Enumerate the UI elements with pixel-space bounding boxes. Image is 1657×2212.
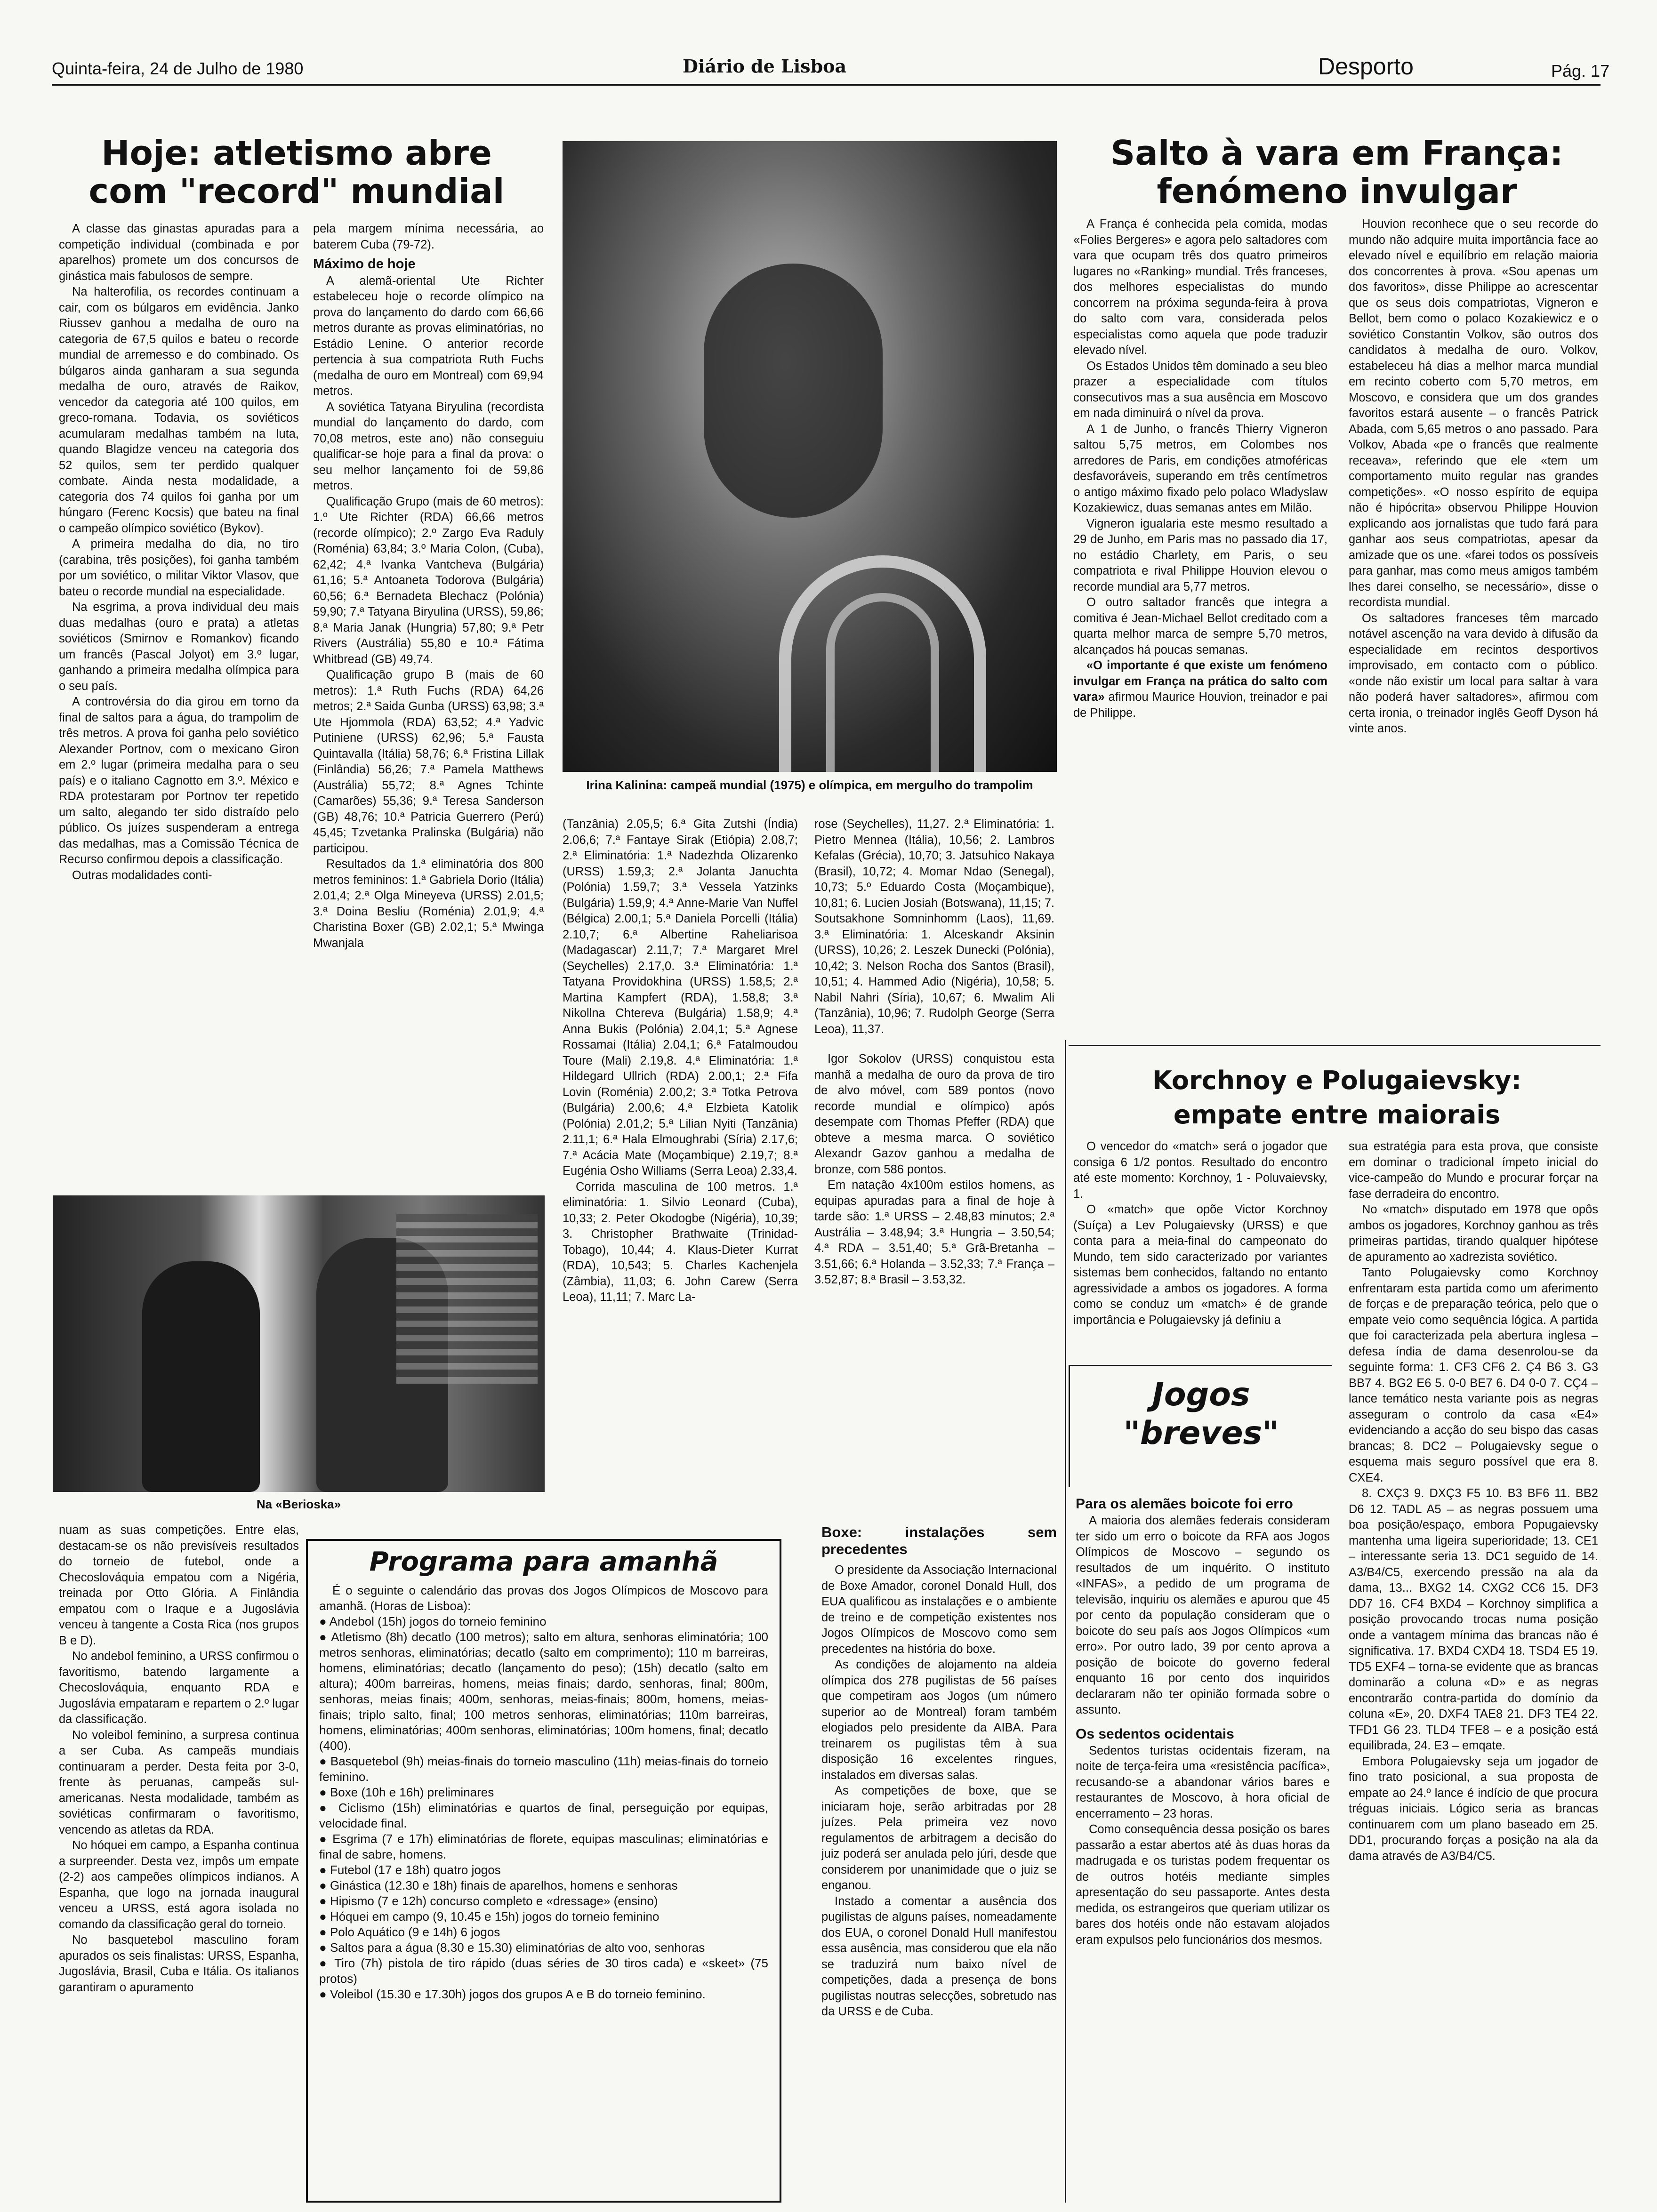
paragraph: No basquetebol masculino foram apurados os seis finalistas: URSS, Espanha, Jugoslávia, Brasil, Cuba e Itália. Os italianos garantiram o apuramento <box>59 1933 299 1994</box>
paragraph: Igor Sokolov (URSS) conquistou esta manhã a medalha de ouro da prova de tiro de alvo móvel, com 589 pontos (novo recorde mundial e olímpico) após desempate com Thomas Pfeffer (RDA) que obteve a mesma marca. O soviético Alexandr Gazov ganhou a medalha de bronze, com 586 pontos. <box>814 1052 1054 1176</box>
paragraph: No hóquei em campo, a Espanha continua a surpreender. Desta vez, impôs um empate (2-2) aos campeões olímpicos indianos. A Espanha, que logo na jornada inaugural venceu a URSS, está agora isolada no comando da classificação geral do torneio. <box>59 1839 299 1931</box>
paragraph: Sedentos turistas ocidentais fizeram, na noite de terça-feira uma «resistência pacífica», recusando-se a abandonar vários bares e restaurantes de Moscovo, à hora oficial de encerramento – 23 horas. <box>1076 1744 1330 1820</box>
berioska-caption: Na «Berioska» <box>256 1497 341 1511</box>
paragraph: sua estratégia para esta prova, que consiste em dominar o tradicional ímpeto inicial do vice-campeão do Mundo e procurar forçar na fase derradeira do encontro. <box>1349 1140 1598 1201</box>
paragraph: A classe das ginastas apuradas para a competição individual (combinada e por aparelhos) promete um dos concursos de ginástica mais fabulosos de sempre. <box>59 222 299 283</box>
kalinina-caption: Irina Kalinina: campeã mundial (1975) e olímpica, em mergulho do trampolim <box>586 778 1033 792</box>
programa-item: ● Boxe (10h e 16h) preliminares <box>319 1785 494 1799</box>
paragraph: Qualificação Grupo (mais de 60 metros): 1.º Ute Richter (RDA) 66,66 metros (recorde olímpico); 2.º Zargo Eva Raduly (Roménia) 63,84; 3.º Maria Colon, (Cuba), 62,42; 4.ª Ivanka Vantcheva (Bulgária) 61,16; 5.ª Antoaneta Todorova (Bulgária) 60,56; 6.ª Bernadeta Blechacz (Polónia) 59,90; 7.ª Tatyana Biryulina (URSS), 59,86; 8.ª Maria Janak (Hungria) 57,80; 9.ª Petr Rivers (Austrália) 55,80 e 10.ª Fátima Whitbread (GB) 49,74. <box>313 495 544 666</box>
jogos-subheading-boicote: Para os alemães boicote foi erro <box>1076 1496 1293 1512</box>
salto-headline <box>1069 134 1605 210</box>
photo-railing <box>826 593 939 772</box>
atletismo-headline <box>52 134 541 210</box>
paragraph: A 1 de Junho, o francês Thierry Vigneron saltou 5,75 metros, em Colombes nos arredores de Paris, em condições atmoféricas desfavoráveis, superando em três centímetros o antigo máximo fixado pelo polaco Wladyslaw Kozakiewicz, duas semanas antes em Milão. <box>1073 422 1327 514</box>
photo-figure <box>142 1261 260 1492</box>
programa-item: ● Tiro (7h) pistola de tiro rápido (duas séries de 30 tiros cada) e «skeet» (75 protos) <box>319 1956 768 1986</box>
korchnoy-headline-line1: Korchnoy e Polugaievsky: <box>1152 1066 1521 1095</box>
atletismo-headline-line1: Hoje: atletismo abre <box>101 133 492 173</box>
salto-headline-line2: fenómeno invulgar <box>1157 171 1517 211</box>
paragraph: Corrida masculina de 100 metros. 1.ª eliminatória: 1. Silvio Leonard (Cuba), 10,33; 2. Peter Okodogbe (Nigéria), 10,39; 3. Christopher Brathwaite (Trinidad-Tobago), 10,44; 4. Klaus-Dieter Kurrat (RDA), 10,543; 5. Charles Kachenjela (Zâmbia), 11,03; 6. John Carew (Serra Leoa), 11,11; 7. Marc La- <box>563 1180 798 1304</box>
atletismo-headline-line2: com "record" mundial <box>88 171 505 211</box>
paragraph: O outro saltador francês que integra a comitiva é Jean-Michael Bellot creditado com a quarta melhor marca de sempre 5,70 metros, alcançados há poucas semanas. <box>1073 596 1327 657</box>
paragraph: Em natação 4x100m estilos homens, as equipas apuradas para a final de hoje à tarde são: 1.ª URSS – 2.48,83 minutos; 2.ª Austrália – 3.48,94; 3.ª Hungria – 3.50,54; 4.ª RDA – 3.51,40; 5.ª Grã-Bretanha – 3.51,66; 6.ª Holanda – 3.52,33; 7.ª França – 3.52,87; 8.ª Brasil – 3.53,32. <box>814 1178 1054 1286</box>
paragraph: O presidente da Associação Internacional de Boxe Amador, coronel Donald Hull, dos EUA qualificou as instalações e o ambiente de treino e de competição existentes nos Jogos Olímpicos de Moscovo como sem precedentes na história do boxe. <box>821 1563 1057 1656</box>
newspaper-name: Diário de Lisboa <box>683 56 847 77</box>
atletismo-column-1 <box>59 221 299 1181</box>
salto-quote: «O importante é que existe um fenómeno invulgar em França na prática do salto com vara» <box>1073 659 1327 704</box>
atletismo-column-2 <box>313 221 544 1181</box>
salto-column-1 <box>1073 216 1327 1050</box>
programa-item: ● Voleibol (15.30 e 17.30h) jogos dos grupos A e B do torneio feminino. <box>319 1987 706 2001</box>
paragraph: A alemã-oriental Ute Richter estabeleceu hoje o recorde olímpico na prova do lançamento do dardo com 66,66 metros durante as provas eliminatórias, no Estádio Lenine. O anterior recorde pertencia à sua compatriota Ruth Fuchs (medalha de ouro em Montreal) com 69,94 metros. <box>313 274 544 398</box>
programa-list <box>319 1583 768 2002</box>
paragraph: Outras modalidades conti- <box>72 868 212 882</box>
programa-item: ● Hipismo (7 e 12h) concurso completo e «dressage» (ensino) <box>319 1893 658 1908</box>
paragraph: Na esgrima, a prova individual deu mais duas medalhas (ouro e prata) a atletas soviéticos (Smirnov e Romankov) ficando um francês (Pascal Jolyot) em 3.º lugar, ganhando a primeira medalha olímpica para o seu país. <box>59 601 299 693</box>
programa-intro: É o seguinte o calendário das provas dos Jogos Olímpicos de Moscovo para amanhã. (Horas de Lisboa): <box>319 1583 768 1613</box>
kalinina-photo <box>563 141 1057 772</box>
paragraph: A primeira medalha do dia, no tiro (carabina, três posições), foi ganha também por um soviético, o militar Viktor Vlasov, que bateu o recorde mundial na especialidade. <box>59 537 299 598</box>
paragraph: O «match» que opõe Victor Korchnoy (Suíça) a Lev Polugaievsky (URSS) e que conta para a meia-final do campeonato do Mundo, tem sido caracterizado por variantes sistemas bem conhecidos, faltando no entanto agressividade a ambos os jogadores. A forma como se conduz um «match» é de grande importância e Polugaievsky já definiu a <box>1073 1203 1327 1327</box>
programa-title: Programa para amanhã <box>369 1547 718 1577</box>
paragraph: Os saltadores franceses têm marcado notável ascenção na vara devido à difusão da especialidade em recintos desportivos improvisado, em contacto com o público. «onde não existir um local para saltar à vara não poderá haver saltadores», afirmou com certa ironia, o treinador inglês Geoff Dyson há vinte anos. <box>1349 611 1598 735</box>
paragraph: O vencedor do «match» será o jogador que consiga 6 1/2 pontos. Resultado do encontro até este momento: Korchnoy, 1 - Poluvaievsky, 1. <box>1073 1140 1327 1201</box>
programa-item: ● Hóquei em campo (9, 10.45 e 15h) jogos do torneio feminino <box>319 1909 660 1923</box>
results-column-3 <box>563 817 798 1523</box>
masthead-date: Quinta-feira, 24 de Julho de 1980 <box>52 59 304 78</box>
section-name: Desporto <box>1318 53 1414 80</box>
korchnoy-headline <box>1069 1064 1605 1132</box>
salto-quote-end: afirmou Maurice Houvion, treinador e pai de Philippe. <box>1073 690 1327 720</box>
paragraph: No «match» disputado em 1978 que opôs ambos os jogadores, Korchnoy ganhou as três primeiras partidas, tirando qualquer hipótese de apuramento ao xadrezista soviético. <box>1349 1203 1598 1264</box>
paragraph: rose (Seychelles), 11,27. 2.ª Eliminatória: 1. Pietro Mennea (Itália), 10,56; 2. Lambros Kefalas (Grécia), 10,70; 3. Jatsuhico Nakaya (Brasil), 10,72; 4. Momar Ndao (Senegal), 10,73; 5.º Eduardo Costa (Moçambique), 10,81; 6. Lucien Josiah (Botswana), 11,15; 7. Soutsakhone Somninhomm (Laos), 11,69. 3.ª Eliminatória: 1. Alceskandr Aksinin (URSS), 10,26; 2. Leszek Dunecki (Polónia), 10,42; 3. Nelson Rocha dos Santos (Brasil), 10,51; 4. Hammed Adio (Nigéria), 10,58; 5. Nabil Nahri (Síria), 10,67; 6. Mwalim Ali (Tanzânia), 10,96; 7. Rudolph George (Serra Leoa), 11,37. <box>814 817 1054 1036</box>
masthead-rule <box>52 84 1601 86</box>
jogos-title-line2: "breves" <box>1123 1414 1279 1452</box>
programa-item: ● Ciclismo (15h) eliminatórias e quartos de final, perseguição por equipas, velocidade final. <box>319 1800 768 1830</box>
paragraph: Os Estados Unidos têm dominado a seu bleo prazer a especialidade com títulos consecutivos mas a sua ausência em Moscovo em nada diminuirá o nível da prova. <box>1073 359 1327 420</box>
paragraph: Resultados da 1.ª eliminatória dos 800 metros femininos: 1.ª Gabriela Dorio (Itália) 2.01,4; 2.ª Olga Mineyeva (URSS) 2.01,5; 3.ª Doina Besliu (Roménia) 2.01,9; 4.ª Charistina Boxer (GB) 2.02,1; 5.ª Mwinga Mwanjala <box>313 858 544 950</box>
jogos-breves-column <box>1076 1492 1330 2203</box>
salto-column-2 <box>1349 216 1598 1050</box>
korchnoy-column-2 <box>1349 1139 1598 2203</box>
paragraph: A controvérsia do dia girou em torno da final de saltos para a água, do trampolim de três metros. A prova foi ganha pelo soviético Alexander Portnov, com o mexicano Giron em 2.º lugar (primeira medalha para o seu país) e o italiano Cagnotto em 3.º. México e RDA protestaram por Portnov ter repetido um salto, alegando ter sido distraído pelo público. Os juízes suspenderam a entrega das medalhas, mas a Comissão Técnica de Recurso confirmou depois a classificação. <box>59 695 299 866</box>
berioska-photo <box>53 1195 545 1492</box>
jogos-breves-box <box>1069 1365 1332 1487</box>
programa-item: ● Ginástica (12.30 e 18h) finais de aparelhos, homens e senhoras <box>319 1878 678 1892</box>
paragraph: Como consequência dessa posição os bares passarão a estar abertos até às duas horas da madrugada e os turistas podem frequentar os de outros hotéis mediante simples apresentação do seu passaporte. Antes desta medida, os estrangeiros que queriam utilizar os bares dos hotéis onde não estavam alojados eram expulsos pelo funcionários dos mesmos. <box>1076 1823 1330 1947</box>
photo-shelf <box>396 1214 538 1384</box>
programa-item: ● Esgrima (7 e 17h) eliminatórias de florete, equipas masculinas; eliminatórias e final de sabre, homens. <box>319 1831 768 1861</box>
paragraph: Instado a comentar a ausência dos pugilistas de alguns países, nomeadamente dos EUA, o coronel Donald Hull manifestou essa ausência, mas considerou que ela não se traduzirá num baixo nível de competições, dada a presença de bons pugilistas noutras selecções, sobretudo nas da URSS e de Cuba. <box>821 1894 1057 2018</box>
programa-item: ● Basquetebol (9h) meias-finais do torneio masculino (11h) meias-finais do torneio feminino. <box>319 1754 768 1784</box>
paragraph: Na halterofilia, os recordes continuam a cair, com os búlgaros em evidência. Janko Riussev ganhou a medalha de ouro na categoria de 67,5 quilos e bateu o recorde mundial de arremesso e do combinado. Os búlgaros ainda ganharam a sua segunda medalha de ouro, através de Raikov, vencedor da categoria até 100 quilos, em greco-romana. Todavia, os soviéticos acumularam medalhas também na luta, quando Blagidze venceu na categoria dos 52 quilos, sem ter perdido qualquer combate. Ainda nesta modalidade, a categoria dos 74 quilos foi ganha por um húngaro (Ferenc Kocsis) que bateu na final o campeão olímpico soviético (Bykov). <box>59 285 299 535</box>
paragraph: No voleibol feminino, a surpresa continua a ser Cuba. As campeãs mundiais continuaram a perder. Desta feita por 3-0, frente às peruanas, campeãs sul-americanas. Nesta modalidade, também as soviéticas confirmaram o favoritismo, vencendo as atletas da RDA. <box>59 1728 299 1836</box>
photo-diver <box>704 264 883 518</box>
jogos-title-line1: Jogos <box>1152 1376 1250 1413</box>
paragraph: As competições de boxe, que se iniciaram hoje, serão arbitradas por 28 juízes. Pela primeira vez novo regulamentos de arbitragem a decisão do juiz poderá ser anulada pelo júri, desde que considerem por unanimidade que o juiz se enganou. <box>821 1784 1057 1892</box>
boxe-heading: Boxe: instalações sem precedentes <box>821 1524 1057 1557</box>
atletismo-column-continued <box>59 1523 299 2200</box>
programa-item: ● Andebol (15h) jogos do torneio feminino <box>319 1614 547 1628</box>
paragraph: (Tanzânia) 2.05,5; 6.ª Gita Zutshi (Índia) 2.06,6; 7.ª Fantaye Sirak (Etiópia) 2.08,7; 2.ª Eliminatória: 1.ª Nadezhda Olizarenko (URSS) 1.59,3; 2.ª Jolanta Januchta (Polónia) 1.59,7; 3.ª Vessela Yatzinks (Bulgária) 1.59,9; 4.ª Anne-Marie Van Nuffel (Bélgica) 2.00,1; 5.ª Daniela Porcelli (Itália) 2.10,7; 6.ª Albertine Raheliarisoa (Madagascar) 2.11,7; 7.ª Margaret Mrel (Seychelles) 2.17,0. 3.ª Eliminatória: 1.ª Tatyana Providokhina (URSS) 1.58,5; 2.ª Martina Kampfert (RDA), 1.58,8; 3.ª Nikollna Chtereva (Bulgária) 1.58,9; 4.ª Anna Bukis (Polónia) 2.04,1; 5.ª Agnese Rossamai (Itália) 2.04,1; 6.ª Fatalmoudou Toure (Mali) 2.19,8. 4.ª Eliminatória: 1.ª Hildegard Ullrich (RDA) 2.00,1; 2.ª Fifa Lovin (Roménia) 2.00,2; 3.ª Totka Petrova (Bulgária) 2.00,6; 4.ª Elzbieta Katolik (Polónia) 2.01,2; 5.ª Lilian Nyiti (Tanzânia) 2.11,1; 6.ª Hala Elmoughrabi (Síria) 2.17,6; 7.ª Acácia Mate (Moçambique) 2.19,7; 8.ª Eugénia Osho Williams (Serra Leoa) 2.33,4. <box>563 817 798 1178</box>
programa-item: ● Futebol (17 e 18h) quatro jogos <box>319 1862 501 1877</box>
paragraph: A soviética Tatyana Biryulina (recordista mundial do lançamento do dardo, com 70,08 metros, este ano) não conseguiu qualificar-se hoje para a final da prova: o seu melhor lançamento foi de 59,86 metros. <box>313 400 544 492</box>
korchnoy-rule <box>1069 1045 1601 1046</box>
programa-item: ● Polo Aquático (9 e 14h) 6 jogos <box>319 1924 500 1939</box>
results-column-4 <box>814 817 1054 1504</box>
boxe-article <box>821 1520 1057 2203</box>
paragraph: pela margem mínima necessária, ao baterem Cuba (79-72). <box>313 222 544 251</box>
salto-headline-line1: Salto à vara em França: <box>1110 133 1563 173</box>
paragraph: Houvion reconhece que o seu recorde do mundo não adquire muita importância face ao elevado nível e equilíbrio em relação maioria dos concorrentes à prova. «Sou apenas um dos favoritos», disse Philippe ao acrescentar que os seus dois compatriotas, Vigneron e Bellot, bem como o polaco Kozakiewicz e o soviético Constantin Volkov, são outros dos candidatos à medalha de ouro. Volkov, estabeleceu há dias a melhor marca mundial em recinto coberto com 5,70 metros, em Moscovo, e considera que um dos grandes favoritos estará ausente – o francês Patrick Abada, com 5,65 metros o ano passado. Para Volkov, Abada «pe o francês que realmente receava», referindo que ele «tem um comportamento muito regular nas grandes competições». «O nosso espírito de equipa não é hipócrita» observou Philippe Houvion explicando aos jornalistas que tudo fará para ganhar aos seus compatriotas, apesar da amizade que os une. «farei todos os possíveis para ganhar, mas como meus amigos também lhes darei conselho, se necessário», disse o recordista mundial. <box>1349 217 1598 609</box>
programa-box <box>306 1539 781 2203</box>
paragraph: Vigneron igualaria este mesmo resultado a 29 de Junho, em Paris mas no passado dia 17, no estádio Charlety, em Paris, o seu compatriota e rival Philippe Houvion elevou o recorde mundial ara 5,77 metros. <box>1073 517 1327 593</box>
paragraph: Embora Polugaievsky seja um jogador de fino trato posicional, a sua proposta de empate ao 24.º lance é indício de que procura tréguas iniciais. Lógico seria as brancas continuarem com um plano baseado em 25. DD1, procurando forças a posição na ala da dama através de A3/B4/C5. <box>1349 1755 1598 1863</box>
page-number: Pág. 17 <box>1551 61 1610 80</box>
paragraph: A França é conhecida pela comida, modas «Folies Bergeres» e agora pelo saltadores com vara que ocupam três dos quatro primeiros lugares no «Ranking» mundial. Três franceses, dos melhores especialistas do mundo concorrem na próxima segunda-feira à prova do salto com vara, considerada pelos especialistas como aquela que pode traduzir elevado nível. <box>1073 217 1327 357</box>
programa-item: ● Saltos para a água (8.30 e 15.30) eliminatórias de alto voo, senhoras <box>319 1940 705 1955</box>
paragraph: A maioria dos alemães federais consideram ter sido um erro o boicote da RFA aos Jogos Olímpicos de Moscovo – segundo os resultados de um inquérito. O instituto «INFAS», a pedido de um programa de televisão, inquiriu os alemães e apurou que 45 por cento da população consideram que o boicote do seu país aos Jogos Olímpicos «um erro». Por outro lado, 39 por cento aprova a posição de boicote do governo federal enquanto 16 por cento dos inquiridos declararam não ter opinião formada sobre o assunto. <box>1076 1514 1330 1716</box>
paragraph: As condições de alojamento na aldeia olímpica dos 278 pugilistas de 56 países que competiram aos Jogos (um número superior ao de Montreal) foram também elogiados pelo presidente da AIBA. Para treinarem os pugilistas têm à sua disposição 16 excelentes ringues, instalados em diversas salas. <box>821 1658 1057 1782</box>
section-divider <box>1065 1040 1066 2203</box>
paragraph <box>1073 658 1327 721</box>
jogos-subheading-sedentos: Os sedentos ocidentais <box>1076 1726 1234 1742</box>
programa-item: ● Atletismo (8h) decatlo (100 metros); salto em altura, senhoras eliminatória; 100 metros senhoras, eliminatórias; decatlo (salto em comprimento); 110 m barreiras, homens, eliminatórias; decatlo (lançamento do peso); (15h) decatlo (salto em altura); 400m barreiras, homens, meias finais; dardo, senhoras, final; 800m, senhoras, meias finais; 400m, senhoras, meias-finais; 800m, homens, meias-finais; triplo salto, final; 100 metros senhoras, eliminatórias; 110m barreiras, homens, eliminatórias; 400m senhoras, eliminatórias; 100m homens, final; decatlo (400). <box>319 1629 768 1753</box>
paragraph: No andebol feminino, a URSS confirmou o favoritismo, batendo largamente a Checoslováquia, enquanto RDA e Jugoslávia empataram e repartem o 2.º lugar da classificação. <box>59 1650 299 1726</box>
paragraph: nuam as suas competições. Entre elas, destacam-se os não previsíveis resultados do torneio de futebol, onde a Checoslováquia empatou com a Nigéria, treinada por Otto Glória. A Finlândia empatou com o Iraque e a Jugoslávia venceu à tangente a Costa Rica (nos grupos B e D). <box>59 1523 299 1647</box>
paragraph: Qualificação grupo B (mais de 60 metros): 1.ª Ruth Fuchs (RDA) 64,26 metros; 2.ª Saida Gunba (URSS) 63,98; 3.ª Ute Hjommola (RDA) 63,52; 4.ª Yadvic Putiniene (URSS) 62,96; 5.ª Fausta Quintavalla (Itália) 58,76; 6.ª Fristina Lillak (Finlândia) 56,26; 7.ª Pamela Matthews (Austrália) 55,72; 8.ª Agnes Tchinte (Camarões) 55,36; 9.ª Teresa Sanderson (GB) 48,76; 10.ª Patricia Guerrero (Perú) 45,45; Tzvetanka Pralinska (Bulgária) não participou. <box>313 668 544 855</box>
paragraph: 8. CXÇ3 9. DXÇ3 F5 10. B3 BF6 11. BB2 D6 12. TADL A5 – as negras possuem uma boa posição/espaço, embora Popugaievsky mantenha uma ligeira superioridade; 13. CE1 – interessante seria 13. DC1 seguido de 14. A3/B4/C5, exercendo pressão na ala da dama, 13... BXG2 14. CXG2 CC6 15. DF3 DD7 16. CF4 BXD4 – Korchnoy simplifica a posição provocando trocas numa posição onde a vantagem mínima das brancas não é significativa. 17. BXD4 CXD4 18. TSD4 E5 19. TD5 EXF4 – torna-se evidente que as brancas dominarão a coluna «D» e as negras encontrarão contra-partida do domínio da coluna «E», 20. DXF4 TAE8 21. DF3 TE4 22. TFD1 G6 23. TLD4 TFE8 – e a posição está equilibrada, 24. E3 – emqate. <box>1349 1487 1598 1752</box>
subheading-maximo: Máximo de hoje <box>313 256 416 272</box>
korchnoy-headline-line2: empate entre maiorais <box>1173 1099 1501 1130</box>
jogos-breves-title <box>1070 1376 1332 1452</box>
paragraph: Tanto Polugaievsky como Korchnoy enfrentaram esta partida como um aferimento de forças e de preparação teórica, pelo que o empate veio como sequência lógica. A partida que foi caracterizada pela abertura inglesa – defesa índia de dama desenrolou-se da seguinte forma: 1. CF3 CF6 2. Ç4 B6 3. G3 BB7 4. BG2 E6 5. 0-0 BE7 6. D4 0-0 7. CÇ4 – lance temático nesta variante pois as negras asseguram o controlo da casa «E4» evidenciando a acção do seu bispo das casas brancas; 8. DC2 – Polugaievsky segue o esquema mais seguro possível que era 8. CXE4. <box>1349 1266 1598 1484</box>
korchnoy-column-1 <box>1073 1139 1327 1346</box>
